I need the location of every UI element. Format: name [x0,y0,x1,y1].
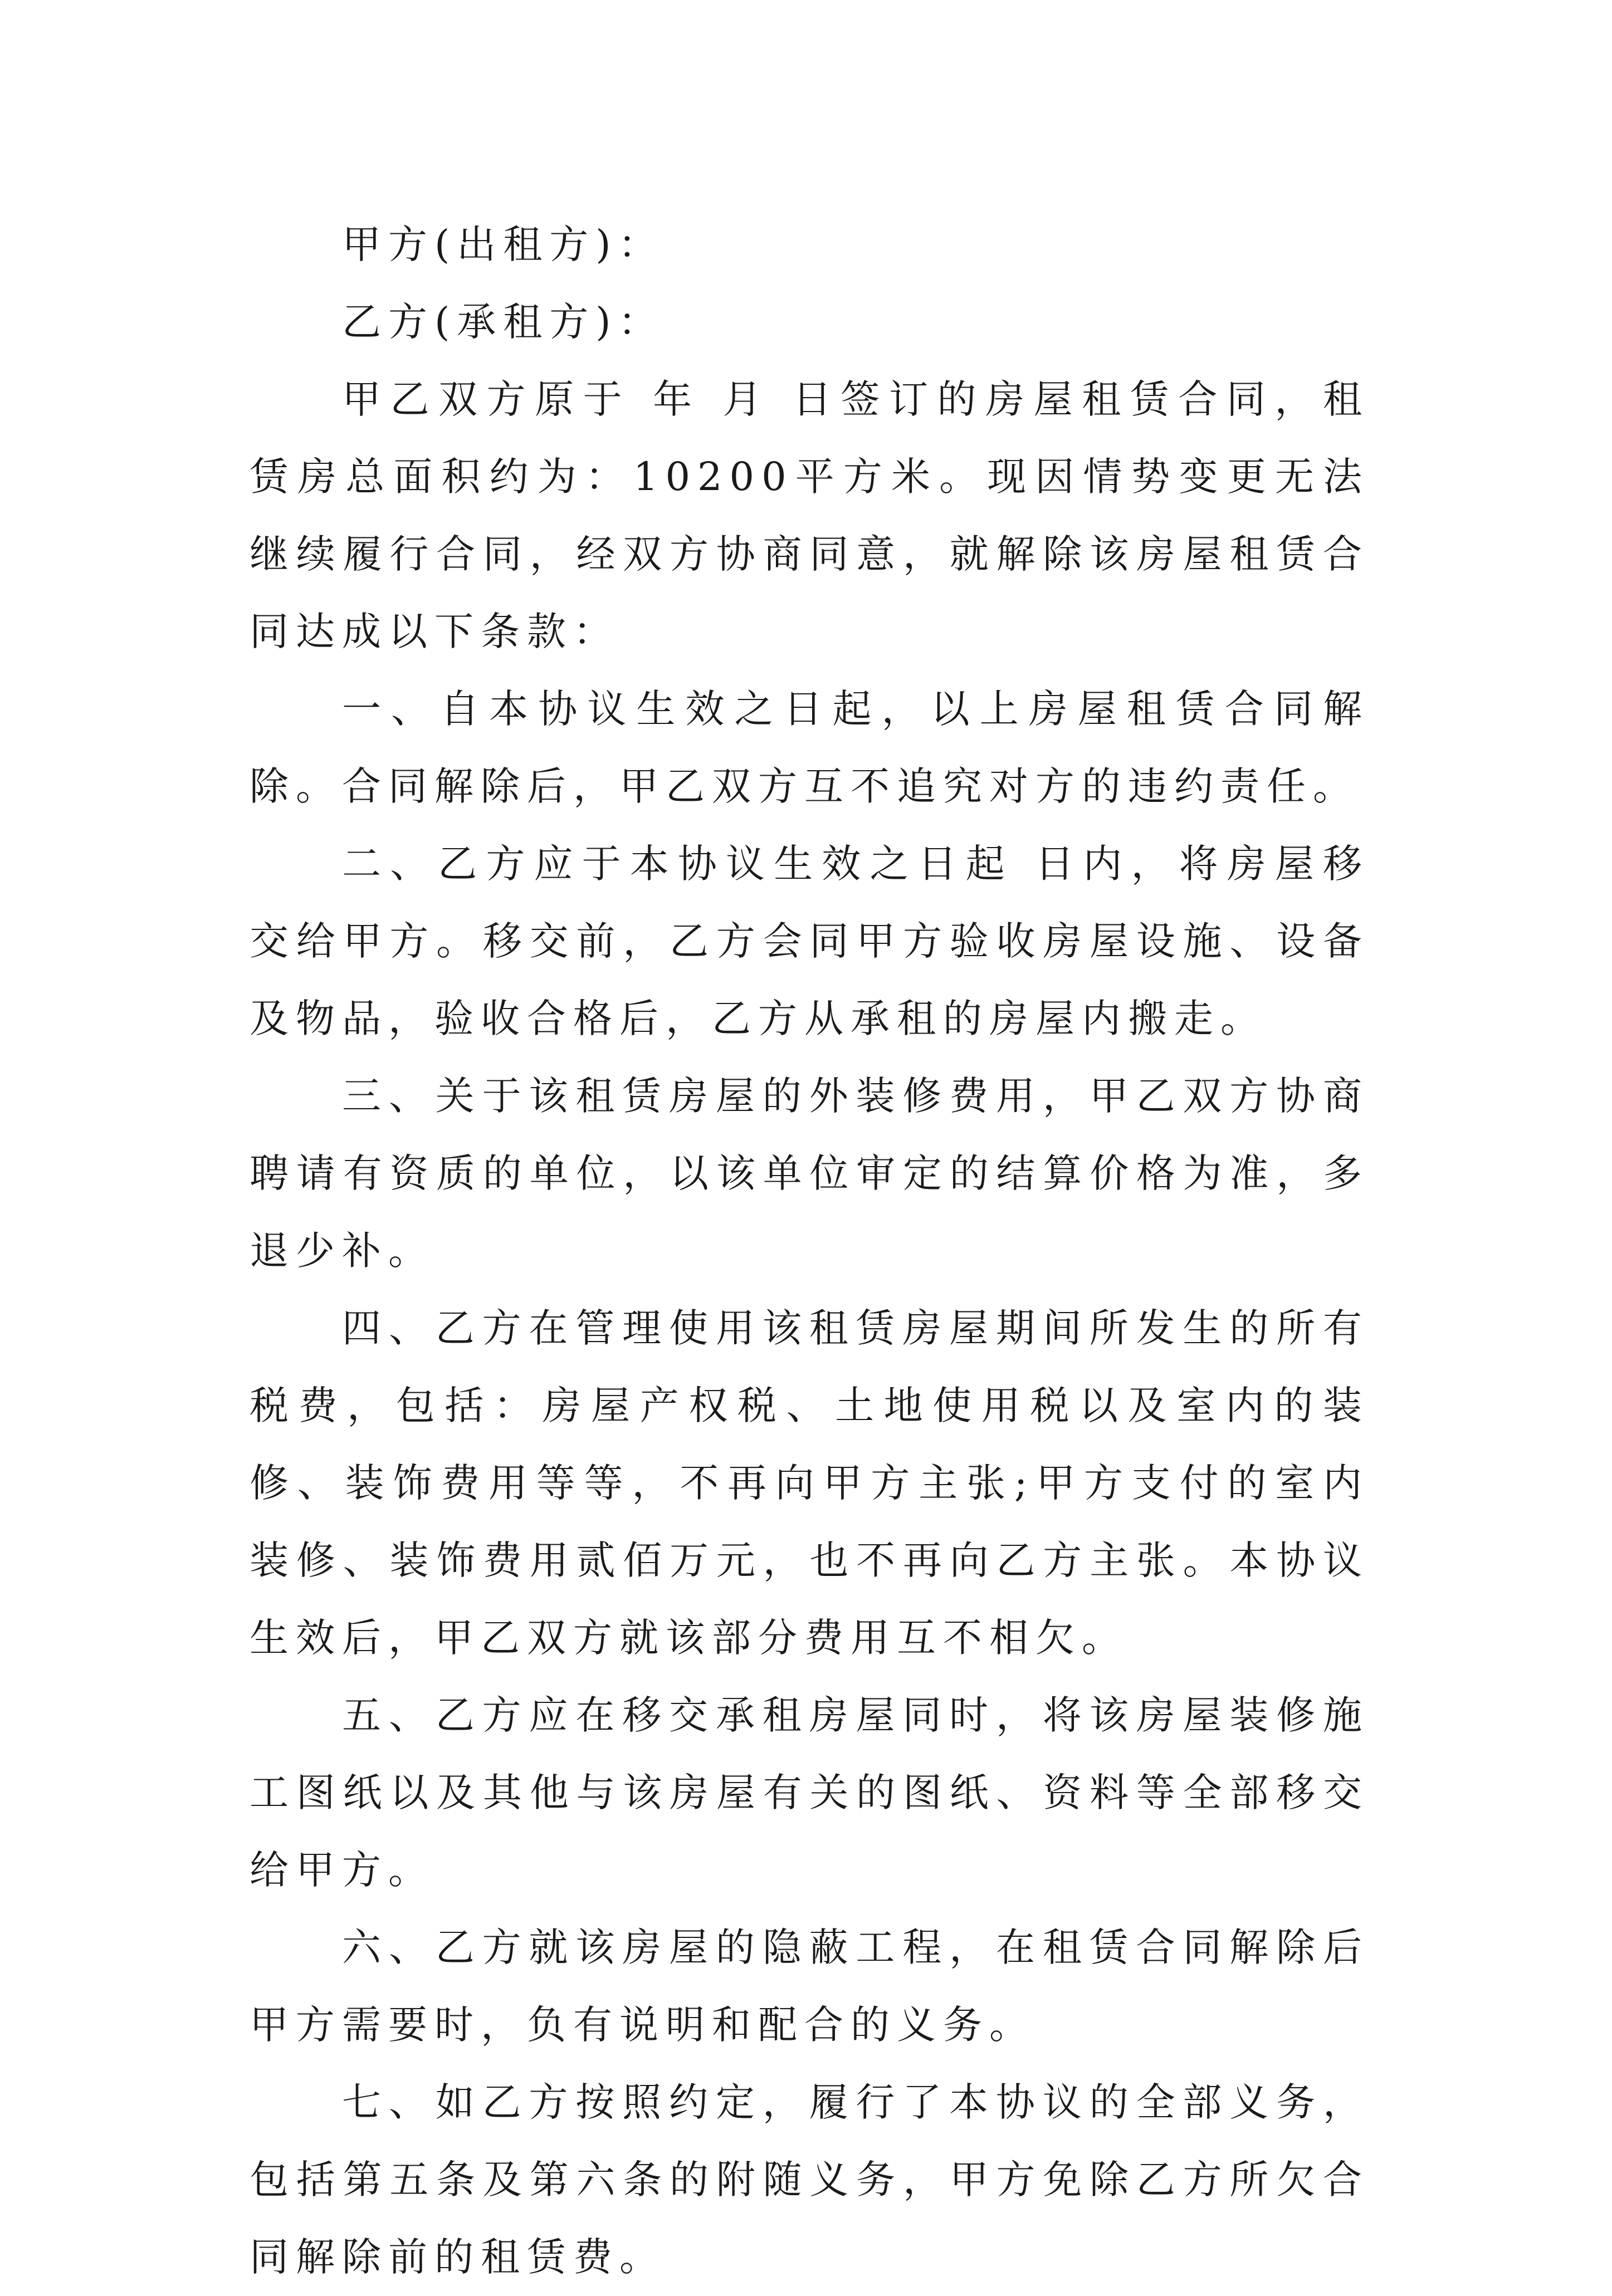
party-b-line: 乙方(承租方)： [342,299,665,345]
party-a-line: 甲方(出租方)： [342,222,665,267]
document-body [250,206,1369,2296]
clause-2-paragraph: 二、乙方应于本协议生效之日起 日内，将房屋移交给甲方。移交前，乙方会同甲方验收房屋设施、设备及物品，验收合格后，乙方从承租的房屋内搬走。 [250,841,1369,1041]
clause-1-paragraph: 一、自本协议生效之日起，以上房屋租赁合同解除。合同解除后，甲乙双方互不追究对方的违约责任。 [250,686,1369,809]
clause-5-paragraph: 五、乙方应在移交承租房屋同时，将该房屋装修施工图纸以及其他与该房屋有关的图纸、资料等全部移交给甲方。 [250,1692,1369,1893]
clause-7-paragraph: 七、如乙方按照约定，履行了本协议的全部义务，包括第五条及第六条的附随义务，甲方免除乙方所欠合同解除前的租赁费。 [250,2079,1369,2280]
preamble-paragraph: 甲乙双方原于 年 月 日签订的房屋租赁合同，租赁房总面积约为：10200平方米。现因情势变更无法继续履行合同，经双方协商同意，就解除该房屋租赁合同达成以下条款： [250,376,1369,654]
clause-6-paragraph: 六、乙方就该房屋的隐蔽工程，在租赁合同解除后甲方需要时，负有说明和配合的义务。 [250,1925,1369,2048]
clause-4-paragraph: 四、乙方在管理使用该租赁房屋期间所发生的所有税费，包括：房屋产权税、土地使用税以及室内的装修、装饰费用等等，不再向甲方主张;甲方支付的室内装修、装饰费用贰佰万元，也不再向乙方主张。本协议生效后，甲乙双方就该部分费用互不相欠。 [250,1305,1369,1661]
clause-3-paragraph: 三、关于该租赁房屋的外装修费用，甲乙双方协商聘请有资质的单位，以该单位审定的结算价格为准，多退少补。 [250,1073,1369,1274]
